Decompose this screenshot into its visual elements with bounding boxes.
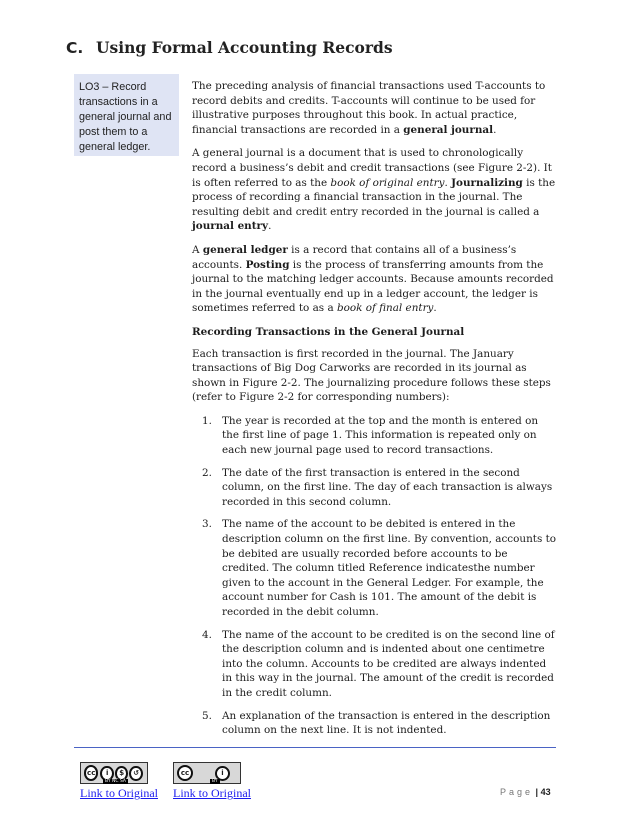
text-run: is a record that contains all of a business’s accounts. <box>192 243 517 271</box>
steps-list <box>192 414 558 738</box>
list-text: The name of the account to be debited is entered in the description column on the first line. By convention, accounts to be debited are usually recorded before accounts to be credited. The column titled Reference indicatesthe number given to the account in the General Ledger. For example, the account number for Cash is 101. The amount of the debit is recorded in the debit column. <box>222 518 557 618</box>
text-run: . <box>268 220 272 233</box>
section-heading <box>66 38 393 57</box>
list-item <box>192 709 558 738</box>
list-text: The name of the account to be credited is on the second line of the description column and is indented about one centimetre into the column. Accounts to be credited are always indented in this way in the journal. The amount of the credit is recorded in the credit column. <box>222 628 555 699</box>
page-number-value: 43 <box>540 787 551 797</box>
paragraph-general-journal <box>192 146 558 234</box>
text-run: . <box>444 176 452 189</box>
term-journal-entry: journal entry <box>192 220 269 233</box>
footer-rule <box>74 747 556 748</box>
list-number: 4. <box>202 628 212 641</box>
term-journalizing: Journalizing <box>451 176 523 189</box>
license-label: BY NC SA <box>105 779 126 784</box>
list-number: 2. <box>202 466 212 479</box>
section-letter: C. <box>66 39 84 57</box>
term-general-journal: general journal <box>403 123 494 136</box>
text-run: A <box>192 243 203 256</box>
subheading: Recording Transactions in the General Journal <box>192 325 465 338</box>
term-posting: Posting <box>245 258 290 271</box>
paragraph-general-ledger <box>192 243 558 316</box>
list-item <box>192 466 558 510</box>
list-text: The date of the first transaction is entered in the second column, on the first line. The day of each transaction is always recorded in this second column. <box>222 466 553 508</box>
term-book-of-final-entry: book of final entry <box>336 302 434 315</box>
noncommercial-icon: $ <box>115 766 129 781</box>
list-number: 1. <box>202 414 212 427</box>
sharealike-icon: ↺ <box>129 766 143 781</box>
attribution-icon: i <box>215 766 230 781</box>
page-separator: | <box>533 787 541 797</box>
text-run: A general journal is a document that is used to chronologically record a business’s debit and credit transactions (see Figure 2-2). It is often referred to as the <box>192 147 552 189</box>
cc-icon: cc <box>177 765 193 781</box>
term-general-ledger: general ledger <box>202 243 288 256</box>
cc-icon: cc <box>84 765 98 781</box>
text-run: is the process of recording a financial transaction in the journal. The resulting debit and credit entry recorded in the journal is called a <box>192 176 556 218</box>
text-run: The preceding analysis of financial transactions used T-accounts to record debits and credits. T-accounts will continue to be used for illustrative purposes throughout this book. In actual practice, financial transactions are recorded in a <box>192 80 546 136</box>
paragraph-t-accounts <box>192 79 558 137</box>
text-run: is the process of transferring amounts from the journal to the matching ledger accounts. Because amounts recorded in the journal eventually end up in a ledger account, the ledger is sometimes referred to as a <box>192 258 554 315</box>
link-to-original-2[interactable]: Link to Original <box>173 786 251 800</box>
learning-objective-box <box>74 74 179 156</box>
main-content <box>192 79 558 746</box>
term-book-of-original-entry: book of original entry <box>330 176 445 189</box>
list-text: An explanation of the transaction is entered in the description column on the next line. It is not indented. <box>222 709 551 737</box>
list-number: 3. <box>202 518 212 531</box>
link-to-original-1[interactable]: Link to Original <box>80 786 158 800</box>
cc-by-nc-sa-badge <box>80 762 148 784</box>
section-title: Using Formal Accounting Records <box>96 38 393 57</box>
text-run: . <box>493 123 497 136</box>
license-label: BY <box>212 779 218 784</box>
page-label: Page <box>500 787 534 797</box>
list-number: 5. <box>202 709 212 722</box>
cc-by-badge <box>173 762 241 784</box>
list-text: The year is recorded at the top and the month is entered on the first line of page 1. This information is repeated only on each new journal page used to record transactions. <box>222 414 539 457</box>
list-item <box>192 517 558 619</box>
text-run: . <box>433 302 437 315</box>
list-item <box>192 628 558 701</box>
page-number <box>500 787 551 797</box>
learning-objective-text: LO3 – Record transactions in a general journal and post them to a general ledger. <box>79 81 172 153</box>
list-item <box>192 414 558 458</box>
paragraph-intro: Each transaction is first recorded in the journal. The January transactions of Big Dog Carworks are recorded in its journal as shown in Figure 2-2. The journalizing procedure follows these steps (refer to Figure 2-2 for corresponding numbers): <box>192 347 551 404</box>
attribution-icon: i <box>100 766 114 781</box>
